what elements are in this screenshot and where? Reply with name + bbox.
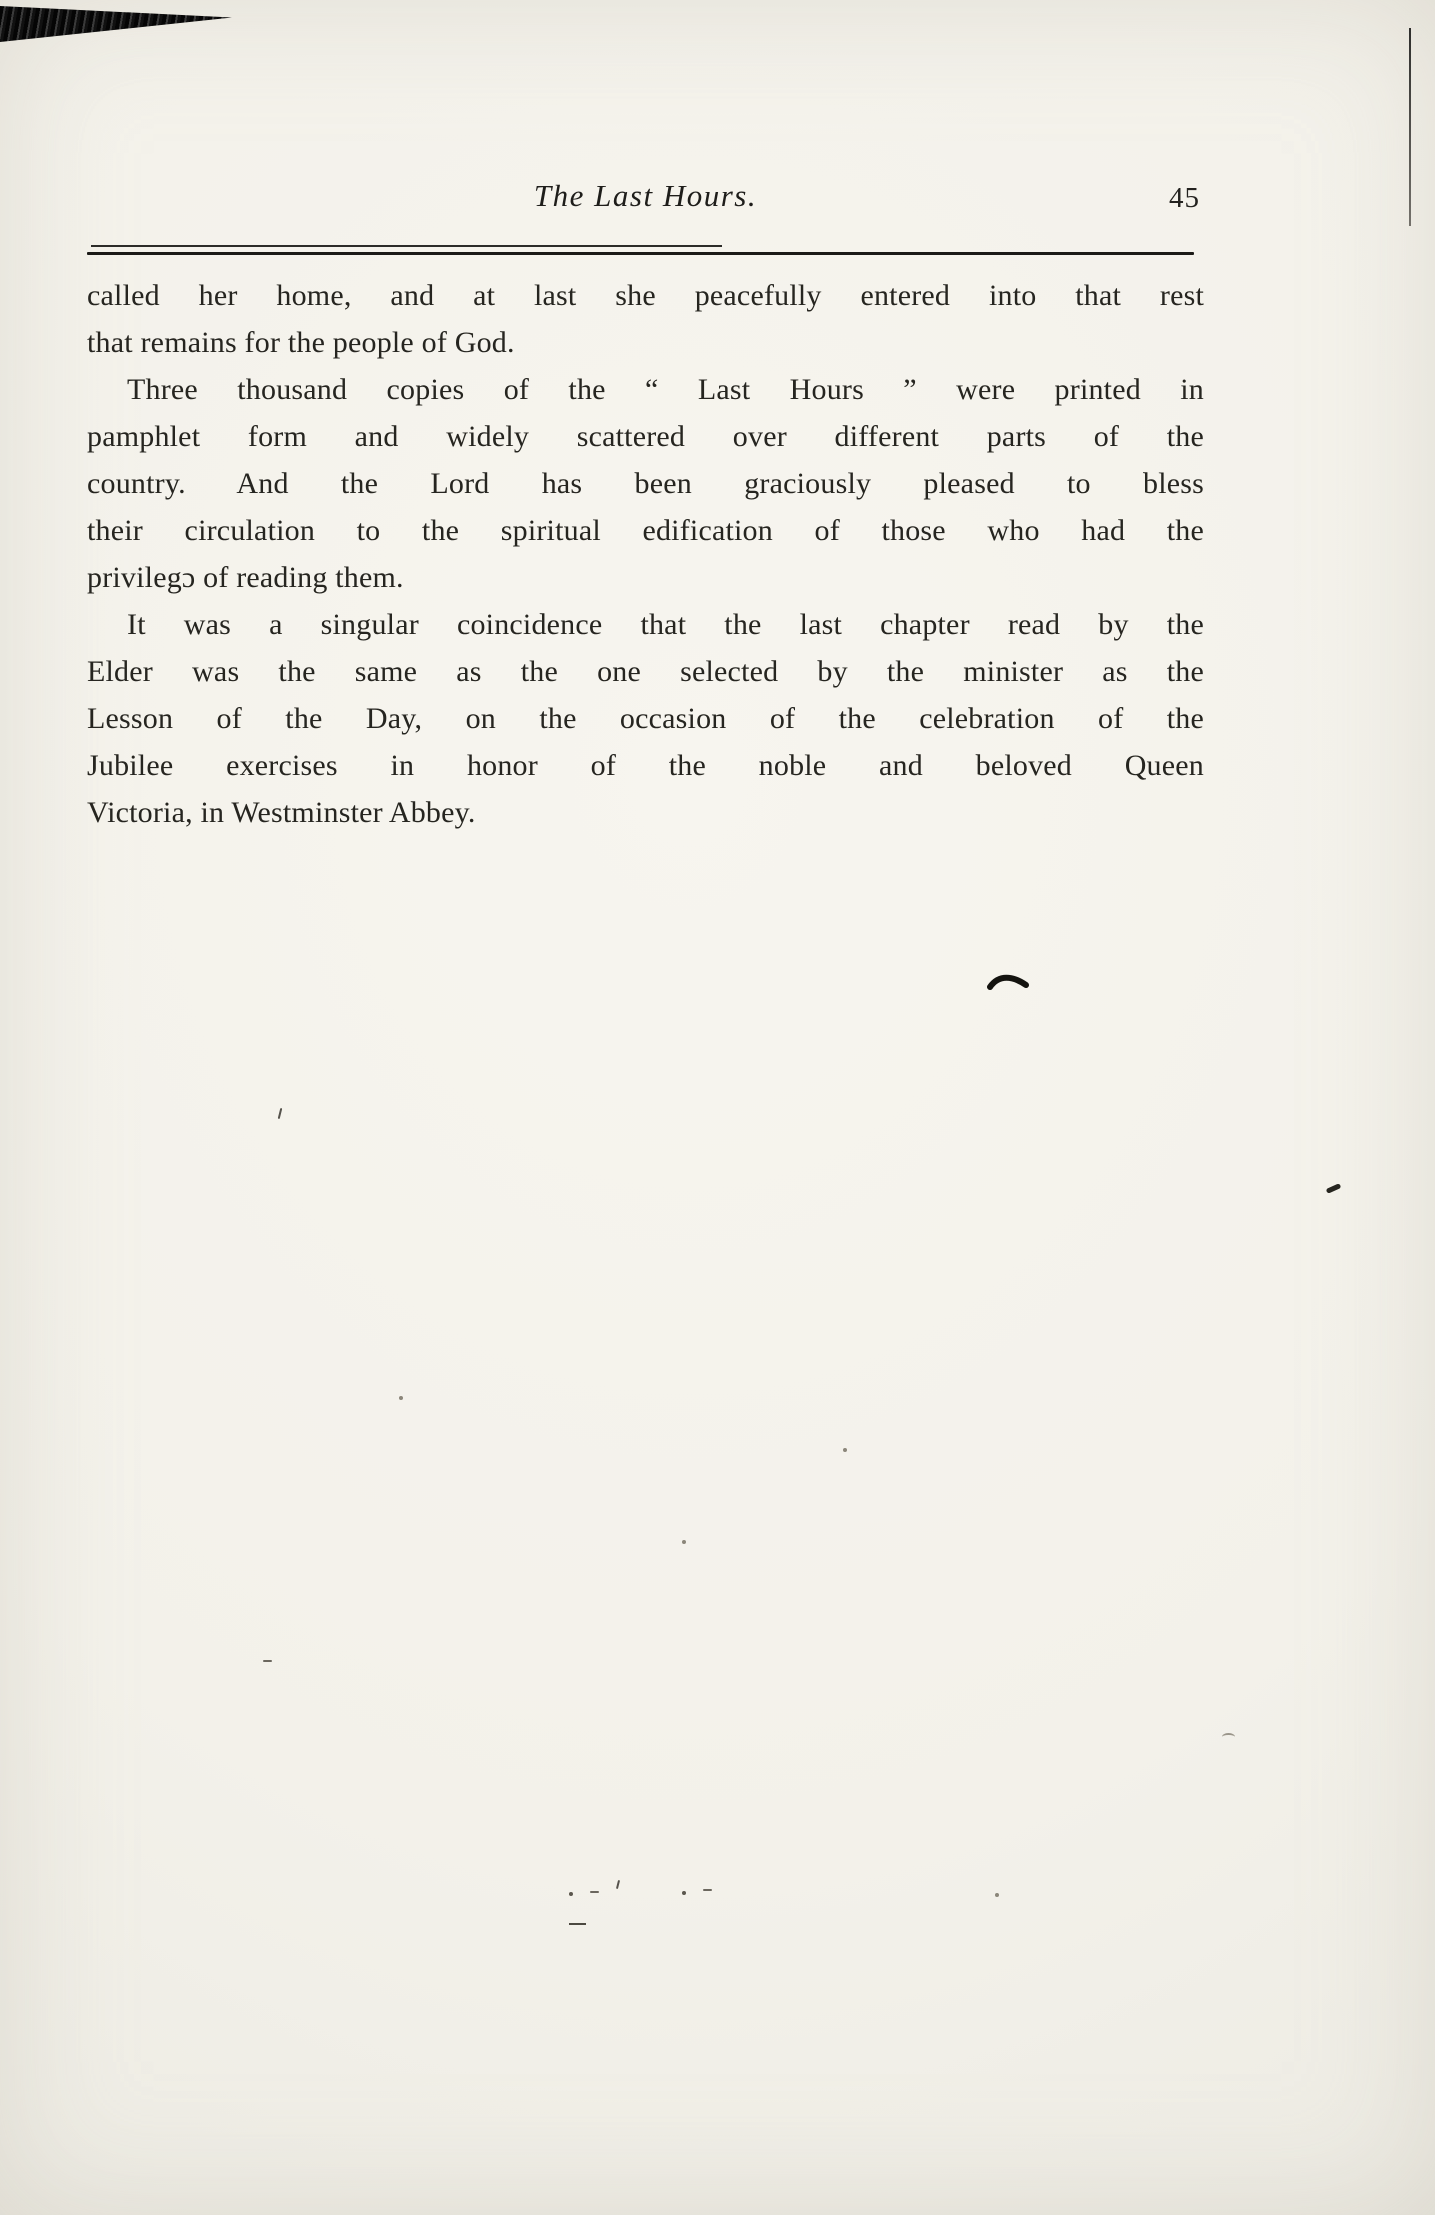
pencil-dash	[703, 1889, 712, 1891]
text-line: Lesson of the Day, on the occasion of the celebration of the	[87, 702, 1204, 735]
page-title: The Last Hours.	[533, 178, 758, 213]
text-line: Three thousand copies of the “ Last Hours ” were printed in	[127, 373, 1204, 406]
text-line: Elder was the same as the one selected by the minister as the	[87, 655, 1204, 688]
speck-dash	[263, 1660, 272, 1662]
text-line: called her home, and at last she peacefully entered into that rest	[87, 279, 1204, 312]
ink-dash-mark	[1326, 1183, 1342, 1194]
pencil-underscore	[569, 1923, 586, 1925]
text-line: that remains for the people of God.	[87, 326, 515, 359]
speck	[399, 1396, 403, 1400]
text-line: privilegɔ of reading them.	[87, 561, 404, 594]
pencil-dot	[682, 1891, 686, 1895]
speck	[843, 1448, 847, 1452]
pencil-dash	[590, 1891, 599, 1893]
text-line: Jubilee exercises in honor of the noble and beloved Queen	[87, 749, 1204, 782]
page-number: 45	[1169, 182, 1200, 214]
page-edge-line	[1409, 28, 1411, 226]
text-line: It was a singular coincidence that the last chapter read by the	[127, 608, 1204, 641]
header-rule	[87, 252, 1194, 255]
text-line: their circulation to the spiritual edification of those who had the	[87, 514, 1204, 547]
scan-corner-artifact	[0, 6, 232, 42]
text-line: Victoria, in Westminster Abbey.	[87, 796, 476, 829]
pen-tick-mark	[278, 1108, 283, 1119]
body-text	[87, 272, 1204, 836]
ink-swoosh-mark	[987, 972, 1029, 994]
pencil-tick	[616, 1880, 620, 1889]
running-header	[87, 178, 1204, 226]
text-line: pamphlet form and widely scattered over different parts of the	[87, 420, 1204, 453]
pencil-dot	[569, 1892, 573, 1896]
text-line: country. And the Lord has been graciously pleased to bless	[87, 467, 1204, 500]
speck	[682, 1540, 686, 1544]
speck-tilde	[1222, 1733, 1235, 1741]
speck	[995, 1893, 999, 1897]
